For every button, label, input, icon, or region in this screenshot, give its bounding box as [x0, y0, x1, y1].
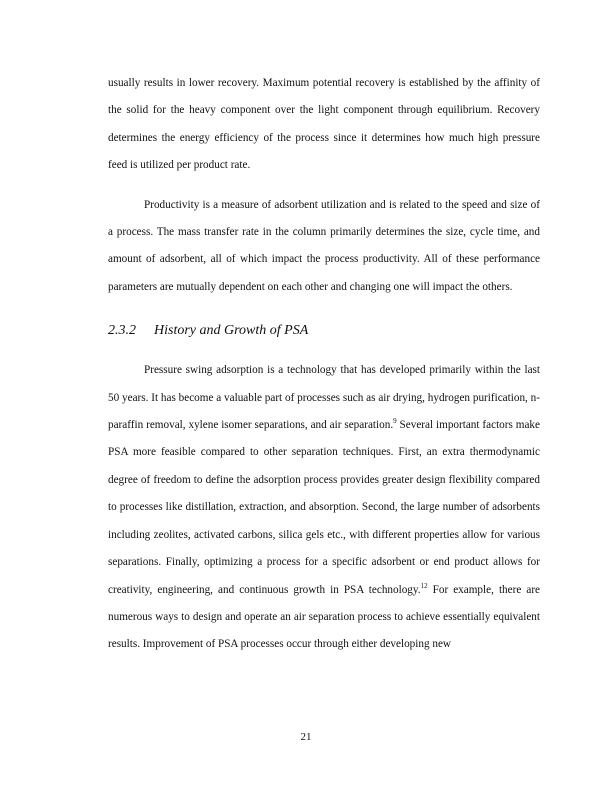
section-number: 2.3.2 — [108, 323, 136, 339]
history-text-part-3: For example, there are numerous ways to design and operate an air separation process to achieve essentially equivalent results. Improvement of PSA processes occur through either developing new — [108, 583, 541, 651]
history-text-part-1: Pressure swing adsorption is a technology that has developed primarily within the last 50 years. It has become a valuable part of processes such as air drying, hydrogen purification, n-paraffin removal, xylene isomer separations, and air separation. — [108, 364, 540, 432]
page-body — [108, 70, 540, 659]
citation-9: 9 — [393, 417, 397, 426]
history-text-part-2: Several important factors make PSA more feasible compared to other separation techniques. First, an extra thermodynamic degree of freedom to define the adsorption process provides greater design flexibility compared to processes like distillation, extraction, and absorption. Second, the large number of adsorbents including zeolites, activated carbons, silica gels etc., with different properties allow for various separations. Finally, optimizing a process for a specific adsorbent or end product allows for creativity, engineering, and continuous growth in PSA technology. — [108, 419, 540, 596]
page-number: 21 — [300, 731, 312, 743]
paragraph-productivity: Productivity is a measure of adsorbent utilization and is related to the speed and size of a process. The mass transfer rate in the column primarily determines the size, cycle time, and amount of adsorbent, all of which impact the process productivity. All of these performance parameters are mutually dependent on each other and changing one will impact the others. — [108, 198, 540, 293]
citation-12: 12 — [420, 581, 428, 590]
section-heading — [108, 313, 540, 357]
paragraph-history — [108, 357, 540, 658]
section-title: History and Growth of PSA — [154, 323, 309, 339]
paragraph-recovery: usually results in lower recovery. Maximum potential recovery is established by the affinity of the solid for the heavy component over the light component through equilibrium. Recovery determines the energy efficiency of the process since it determines how much high pressure feed is utilized per product rate. — [108, 77, 540, 172]
